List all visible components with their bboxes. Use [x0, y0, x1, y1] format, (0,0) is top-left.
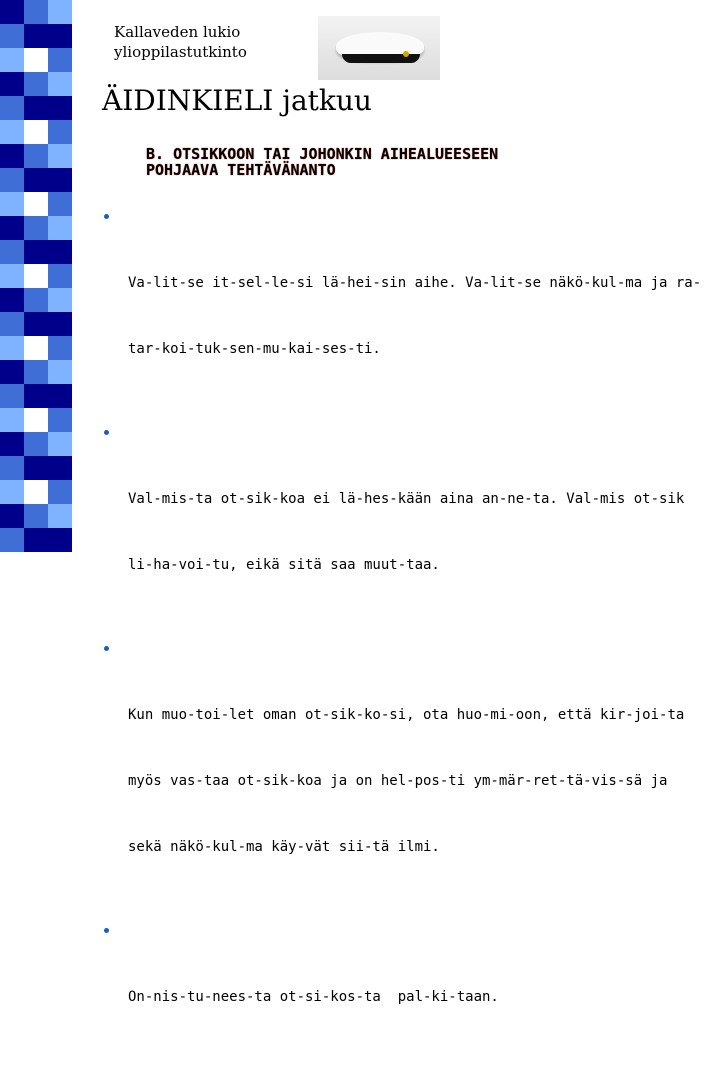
stripe-tile: [48, 336, 72, 360]
stripe-tile: [24, 408, 48, 432]
subtitle-line-1: B. OTSIKKOON TAI JOHONKIN AIHEALUEESEEN: [146, 145, 499, 163]
stripe-tile: [0, 336, 24, 360]
bullet-icon: [104, 430, 109, 435]
school-header: [114, 22, 247, 62]
stripe-tile: [48, 144, 72, 168]
stripe-tile: [48, 48, 72, 72]
bullet-text-line: Kun muo-toi-let oman ot-sik-ko-si, ota huo-mi-oon, että kir-joi-ta: [128, 707, 685, 723]
stripe-tile: [0, 168, 24, 192]
stripe-tile: [48, 120, 72, 144]
bullet-text-line: li-ha-voi-tu, eikä sitä saa muut-taa.: [128, 557, 440, 573]
stripe-tile: [24, 504, 48, 528]
bullet-text-line: sekä näkö-kul-ma käy-vät sii-tä ilmi.: [128, 839, 440, 855]
stripe-tile: [0, 504, 24, 528]
stripe-tile: [0, 312, 24, 336]
stripe-tile: [24, 48, 48, 72]
stripe-tile: [48, 360, 72, 384]
stripe-tile: [24, 336, 48, 360]
stripe-tile: [0, 432, 24, 456]
stripe-tile: [0, 192, 24, 216]
stripe-tile: [48, 24, 72, 48]
stripe-tile: [48, 168, 72, 192]
stripe-tile: [24, 120, 48, 144]
stripe-tile: [48, 528, 72, 552]
stripe-tile: [48, 384, 72, 408]
school-name: Kallaveden lukio: [114, 23, 241, 41]
stripe-tile: [0, 288, 24, 312]
slide-title: ÄIDINKIELI jatkuu: [102, 84, 372, 117]
stripe-tile: [48, 264, 72, 288]
stripe-tile: [0, 216, 24, 240]
exam-name: ylioppilastutkinto: [114, 43, 247, 61]
bullet-icon: [104, 214, 109, 219]
stripe-tile: [48, 288, 72, 312]
stripe-tile: [48, 456, 72, 480]
stripe-tile: [48, 312, 72, 336]
stripe-tile: [0, 360, 24, 384]
stripe-tile: [48, 0, 72, 24]
stripe-tile: [0, 240, 24, 264]
bullet-text-line: myös vas-taa ot-sik-koa ja on hel-pos-ti ym-mär-ret-tä-vis-sä ja: [128, 773, 668, 789]
stripe-tile: [0, 96, 24, 120]
stripe-tile: [0, 528, 24, 552]
bullet-text-line: On-nis-tu-nees-ta ot-si-kos-ta pal-ki-taan.: [128, 989, 499, 1005]
stripe-tile: [48, 240, 72, 264]
stripe-tile: [24, 0, 48, 24]
stripe-tile: [24, 288, 48, 312]
stripe-tile: [0, 72, 24, 96]
stripe-tile: [0, 24, 24, 48]
stripe-tile: [0, 480, 24, 504]
stripe-tile: [48, 72, 72, 96]
stripe-tile: [0, 0, 24, 24]
stripe-tile: [24, 384, 48, 408]
stripe-tile: [48, 192, 72, 216]
stripe-tile: [0, 120, 24, 144]
stripe-tile: [24, 240, 48, 264]
stripe-tile: [0, 384, 24, 408]
stripe-tile: [48, 408, 72, 432]
bullet-text-line: Va-lit-se it-sel-le-si lä-hei-sin aihe. Va-lit-se näkö-kul-ma ja ra-: [128, 275, 702, 291]
subtitle-line-2: POHJAAVA TEHTÄVÄNANTO: [146, 161, 336, 179]
bullet-icon: [104, 928, 109, 933]
stripe-tile: [24, 264, 48, 288]
stripe-tile: [48, 216, 72, 240]
stripe-tile: [0, 408, 24, 432]
stripe-tile: [24, 360, 48, 384]
stripe-tile: [24, 432, 48, 456]
bullet-text-line: Val-mis-ta ot-sik-koa ei lä-hes-kään aina an-ne-ta. Val-mis ot-sik: [128, 491, 685, 507]
stripe-tile: [24, 312, 48, 336]
bullet-list: [104, 206, 720, 1070]
stripe-tile: [48, 480, 72, 504]
stripe-tile: [0, 456, 24, 480]
stripe-tile: [24, 168, 48, 192]
stripe-tile: [24, 456, 48, 480]
graduation-cap-icon: [318, 16, 440, 80]
slide-subtitle: [146, 146, 686, 178]
stripe-tile: [24, 144, 48, 168]
decorative-left-stripe: [0, 0, 72, 540]
bullet-item: [104, 920, 720, 1052]
stripe-tile: [0, 144, 24, 168]
bullet-item: [104, 422, 720, 620]
stripe-tile: [0, 48, 24, 72]
stripe-tile: [24, 24, 48, 48]
stripe-tile: [48, 96, 72, 120]
bullet-icon: [104, 646, 109, 651]
stripe-tile: [24, 216, 48, 240]
bullet-item: [104, 206, 720, 404]
stripe-tile: [0, 264, 24, 288]
stripe-tile: [48, 504, 72, 528]
bullet-item: [104, 638, 720, 902]
stripe-tile: [24, 96, 48, 120]
stripe-tile: [24, 480, 48, 504]
bullet-text-line: tar-koi-tuk-sen-mu-kai-ses-ti.: [128, 341, 381, 357]
stripe-tile: [24, 192, 48, 216]
stripe-tile: [24, 72, 48, 96]
stripe-tile: [48, 432, 72, 456]
stripe-tile: [24, 528, 48, 552]
